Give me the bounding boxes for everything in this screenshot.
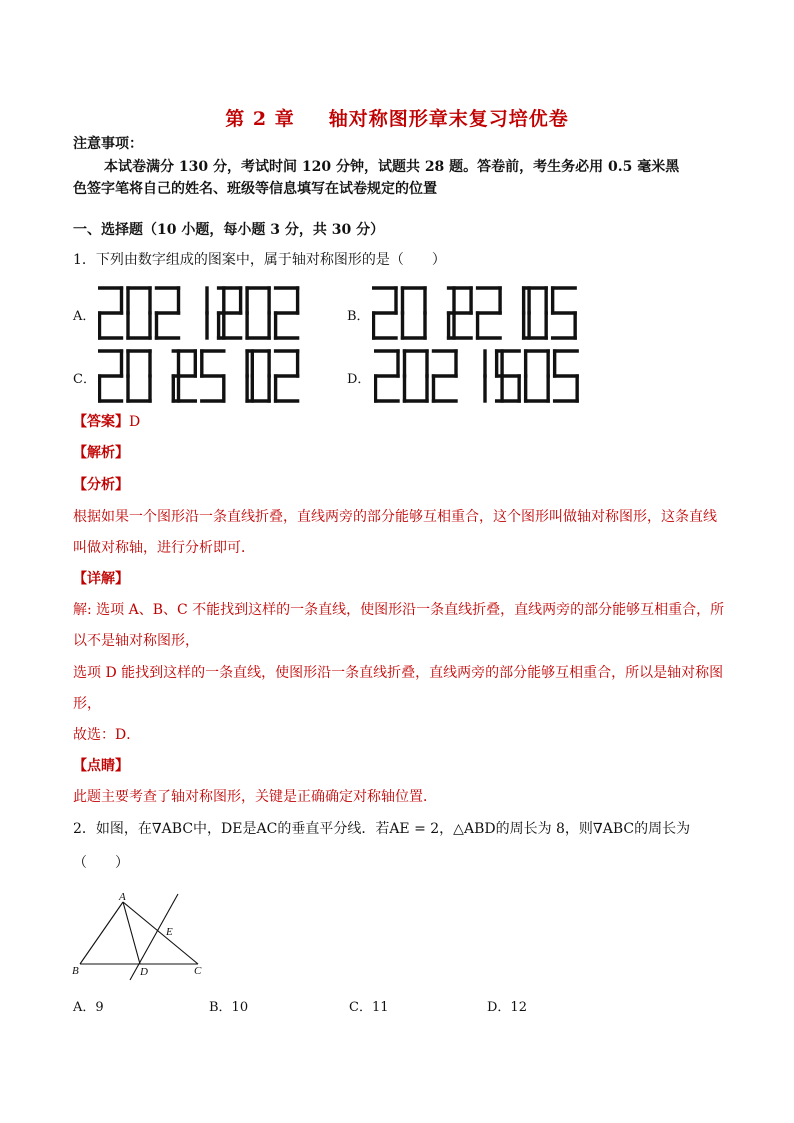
option-d-label: D． (347, 372, 371, 387)
chapter-name: 轴对称图形章末复习培优卷 (328, 108, 569, 130)
digit-glyph (202, 351, 224, 401)
digit-glyph (497, 351, 520, 401)
point-d-label: D (140, 966, 148, 978)
notice-line-1: 本试卷满分 130 分，考试时间 120 分钟，试题共 28 题。答卷前，考生务必用 0.5 毫米黑 (104, 159, 680, 175)
vertex-b-label: B (72, 965, 79, 977)
triangle-figure (68, 888, 218, 984)
chapter-number: 第 2 章 (225, 108, 295, 130)
fenxi-line-1: 根据如果一个图形沿一条直线折叠，直线两旁的部分能够互相重合，这个图形叫做轴对称图形，这条直线 (73, 509, 717, 525)
digit-glyph (276, 288, 298, 338)
option-d-digit-pattern (374, 349, 606, 403)
q2-choice-a[interactable]: A．9 (73, 1000, 104, 1015)
fenxi-tag: 【分析】 (73, 477, 129, 493)
digit-glyph (478, 288, 501, 338)
digit-glyph (376, 351, 399, 401)
answer-tag: 【答案】 (73, 414, 129, 430)
notice-line-2: 色签字笔将自己的姓名、班级等信息填写在试卷规定的位置 (73, 181, 437, 197)
q2-choice-b[interactable]: B．10 (209, 1000, 249, 1015)
page-title (0, 104, 794, 131)
digit-glyph (526, 351, 549, 401)
digit-glyph (100, 351, 122, 401)
vertex-a-label: A (119, 891, 126, 903)
digit-glyph (374, 288, 397, 338)
option-c-digit-pattern (98, 349, 323, 403)
digit-glyph (100, 288, 122, 338)
digit-glyph (555, 351, 578, 401)
option-c-label: C． (73, 372, 96, 387)
digit-glyph (173, 351, 195, 401)
digit-glyph (434, 351, 457, 401)
vertex-c-label: C (194, 965, 202, 977)
question-2-stem: 2．如图，在∇ABC中，DE是AC的垂直平分线．若AE = 2，△ABD的周长为 8，则∇ABC的周长为 (73, 821, 691, 837)
digit-glyph (219, 288, 241, 338)
segment-ac (123, 902, 198, 964)
digit-glyph (128, 351, 150, 401)
digit-glyph (553, 288, 576, 338)
detail-line-1: 解: 选项 A、B、C 不能找到这样的一条直线，使图形沿一条直线折叠，直线两旁的部分能够互相重合，所 (73, 602, 725, 618)
detail-line-5: 故选：D． (73, 727, 141, 743)
q2-choice-d[interactable]: D．12 (487, 1000, 527, 1015)
answer-value: D (129, 414, 141, 430)
fenxi-line-2: 叫做对称轴，进行分析即可． (73, 540, 255, 556)
digit-glyph (449, 288, 472, 338)
point-e-label: E (166, 926, 173, 938)
digit-glyph (157, 288, 179, 338)
digit-glyph (405, 351, 428, 401)
detail-tag: 【详解】 (73, 571, 129, 587)
analysis-tag: 【解析】 (73, 445, 129, 461)
q2-choice-c[interactable]: C．11 (349, 1000, 389, 1015)
option-b-digit-pattern (372, 286, 602, 340)
segment-ab (80, 902, 123, 964)
option-a-label: A． (73, 309, 96, 324)
digit-glyph (128, 288, 150, 338)
digit-glyph (247, 351, 269, 401)
comment-tag: 【点睛】 (73, 758, 129, 774)
question-2-bracket: （ ） (73, 855, 129, 871)
answer-line (73, 412, 140, 432)
digit-glyph (247, 288, 269, 338)
detail-line-3: 选项 D 能找到这样的一条直线，使图形沿一条直线折叠，直线两旁的部分能够互相重合，所以是轴对称图 (73, 665, 724, 681)
segment-ad (123, 902, 140, 964)
digit-glyph (403, 288, 426, 338)
option-b-label: B． (347, 309, 370, 324)
digit-glyph (276, 351, 298, 401)
comment-line: 此题主要考查了轴对称图形，关键是正确确定对称轴位置． (73, 789, 437, 805)
notice-heading: 注意事项： (73, 136, 143, 152)
question-1-stem: 1．下列由数字组成的图案中，属于轴对称图形的是（ ） (73, 252, 446, 268)
detail-line-2: 以不是轴对称图形， (73, 633, 199, 649)
digit-glyph (524, 288, 547, 338)
detail-line-4: 形， (73, 696, 101, 712)
option-a-digit-pattern (98, 286, 323, 340)
section-heading: 一、选择题（10 小题，每小题 3 分，共 30 分） (73, 222, 385, 238)
